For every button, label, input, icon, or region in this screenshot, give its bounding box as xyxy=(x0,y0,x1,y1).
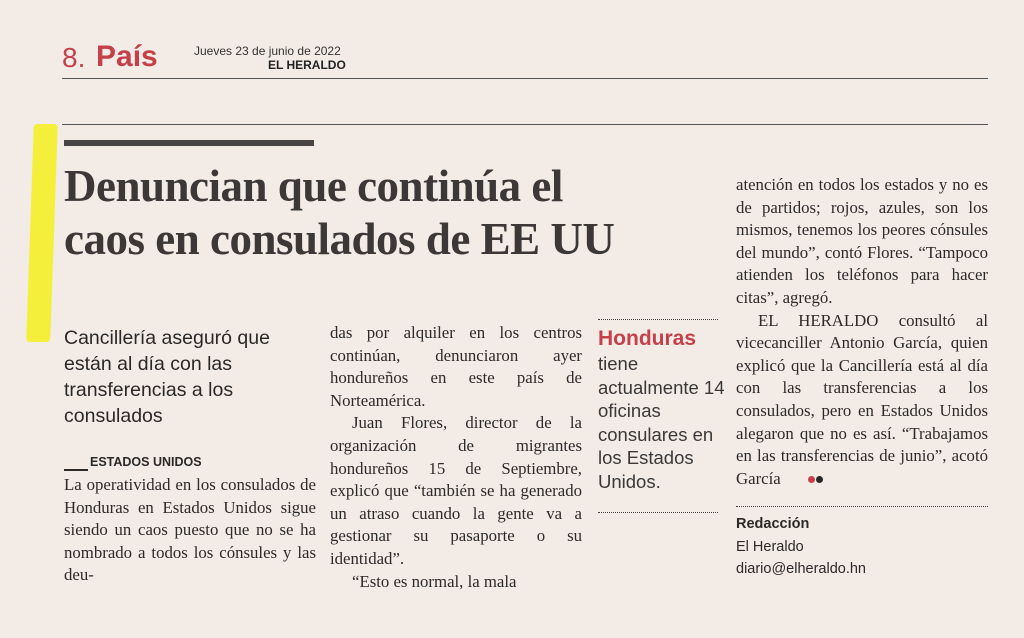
paragraph-text: EL HERALDO consultó al vicecanciller Antonio García, quien explicó que la Cancillería está al día con las transferencias a los consulados, pero en Estados Unidos alegaron que no es así. “Trabajamos en las transferencias de junio”, acotó García xyxy=(736,310,988,488)
section-name: País xyxy=(96,40,158,73)
headline xyxy=(64,160,724,266)
issue-date: Jueves 23 de junio de 2022 xyxy=(194,44,341,58)
end-mark-icon xyxy=(785,468,823,491)
end-dot-red xyxy=(808,476,815,483)
subheadline: Cancillería aseguró que están al día con las transferencias a los consulados xyxy=(64,327,270,427)
paragraph: das por alquiler en los centros continúan, denunciaron ayer hondureños en este país de Norteamérica. xyxy=(330,323,582,410)
paragraph: atención en todos los estados y no es de partidos; rojos, azules, son los mismos, tenemos los peores cónsules del mundo”, contó Flores. “Tampoco atienden los teléfonos para hacer citas”, agregó. xyxy=(736,175,988,307)
section-rule xyxy=(62,124,988,125)
page-number: 8. xyxy=(62,42,86,73)
byline-role: Redacción xyxy=(736,516,810,532)
callout-bottom-rule xyxy=(598,512,718,513)
headline-line-2: caos en consulados de EE UU xyxy=(64,214,615,264)
callout-text: tiene actualmente 14 oficinas consulares en los Estados Unidos. xyxy=(598,353,725,492)
callout-top-rule xyxy=(598,319,718,320)
byline-name: El Heraldo xyxy=(736,539,804,555)
end-dot-black xyxy=(816,476,823,483)
paragraph xyxy=(736,310,988,491)
headline-bar xyxy=(64,140,314,146)
signature-rule xyxy=(736,506,988,507)
kicker-rule xyxy=(64,469,88,471)
paragraph: Juan Flores, director de la organización de migrantes hondureños 15 de Septiembre, explicó que “también se ha generado un atraso cuando la gente va a gestionar su pasaporte o su identidad”. xyxy=(330,413,582,568)
kicker-label: ESTADOS UNIDOS xyxy=(90,455,202,469)
newspaper-name: EL HERALDO xyxy=(268,58,346,72)
headline-line-1: Denuncian que continúa el xyxy=(64,161,563,211)
article-column-1 xyxy=(64,474,316,587)
callout-title: Honduras xyxy=(598,327,697,350)
article-column-2 xyxy=(330,322,582,593)
byline-email[interactable]: diario@elheraldo.hn xyxy=(736,561,866,577)
header-rule xyxy=(62,78,988,79)
paragraph: “Esto es normal, la mala xyxy=(352,571,517,591)
article-column-3 xyxy=(736,174,988,490)
paragraph: La operatividad en los consulados de Honduras en Estados Unidos sigue siendo un caos puesto que no se ha nombrado a todos los cónsules y las deu- xyxy=(64,475,316,585)
highlighter-mark xyxy=(26,124,58,342)
